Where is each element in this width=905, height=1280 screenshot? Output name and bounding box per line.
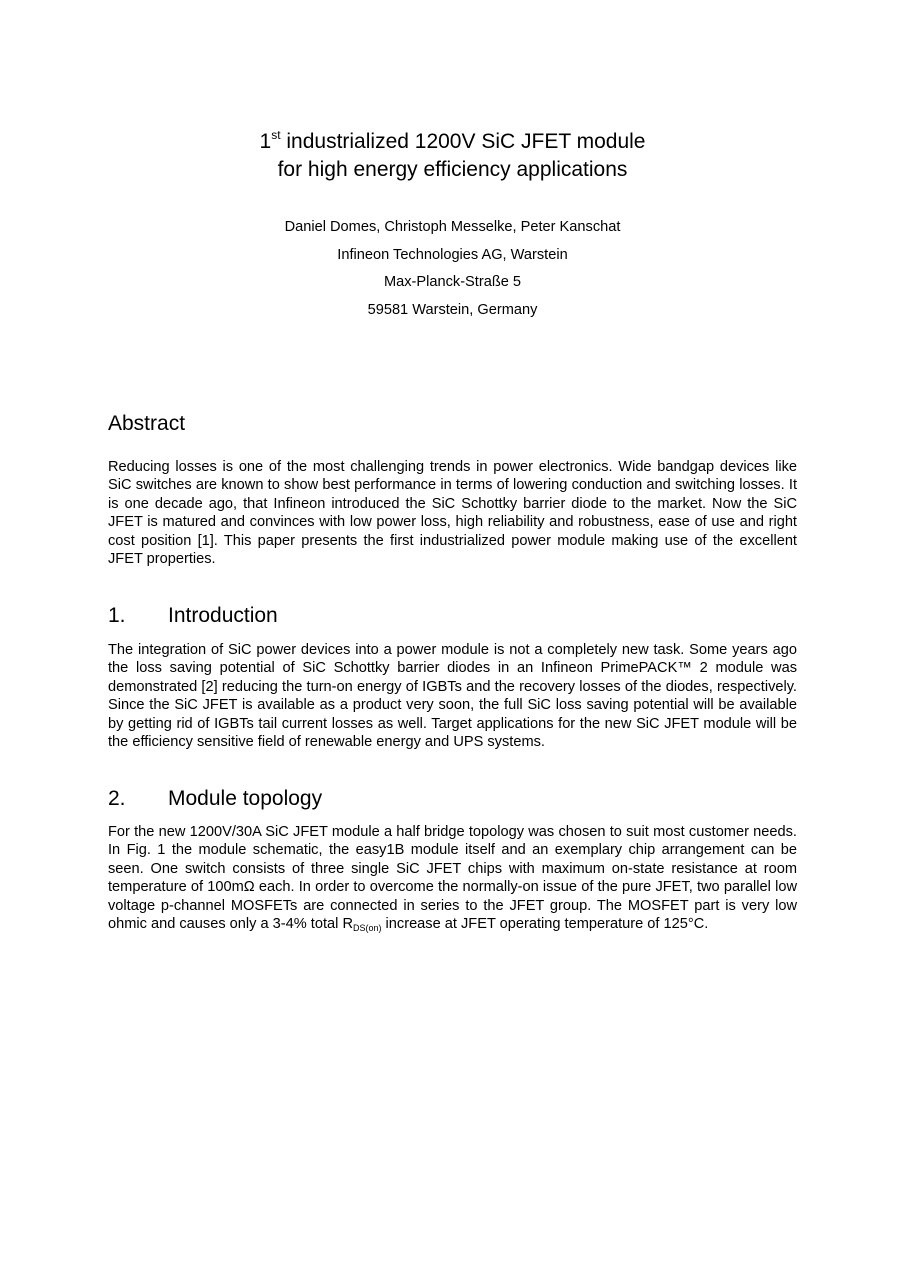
- author-city: 59581 Warstein, Germany: [367, 301, 538, 318]
- section-1-title: Introduction: [168, 604, 278, 627]
- section-2-number: 2.: [108, 787, 126, 810]
- author-names: Daniel Domes, Christoph Messelke, Peter Kanschat: [284, 219, 621, 235]
- title-line-1: [0, 128, 905, 156]
- title-ordinal: 1: [259, 130, 272, 153]
- section-2-heading: [108, 787, 322, 811]
- title-line-2: for high energy efficiency applications: [277, 158, 628, 181]
- section-2-text: [108, 823, 797, 933]
- title-ordinal-suffix: st: [271, 128, 281, 142]
- abstract-text: Reducing losses is one of the most challenging trends in power electronics. Wide bandgap devices like SiC switches are known to show best performance in terms of lowering conduction and switching losses. It is one decade ago, that Infineon introduced the SiC Schottky barrier diode to the market. Now the SiC JFET is matured and convinces with low power loss, high reliability and robustness, ease of use and right cost position [1]. This paper presents the first industrialized power module making use of the excellent JFET properties.: [108, 459, 797, 568]
- section-2-title: Module topology: [168, 787, 323, 810]
- section-2-text-main: For the new 1200V/30A SiC JFET module a half bridge topology was chosen to suit most customer needs. In Fig. 1 the module schematic, the easy1B module itself and an exemplary chip arrangement can be seen. One switch consists of three single SiC JFET chips with maximum on-state resistance at room temperature of 100mΩ each. In order to overcome the normally-on issue of the pure JFET, two parallel low voltage p-channel MOSFETs are connected in series to the JFET group. The MOSFET part is very low ohmic and causes only a 3-4% total R: [108, 824, 797, 933]
- paper-title: [0, 128, 905, 184]
- author-block: [0, 214, 905, 324]
- section-1-number: 1.: [108, 604, 126, 627]
- title-line-1-text: industrialized 1200V SiC JFET module: [280, 130, 646, 153]
- abstract-heading: Abstract: [108, 412, 186, 435]
- rdson-subscript: DS(on): [352, 923, 382, 934]
- section-2-text-end: increase at JFET operating temperature of 125°C.: [381, 916, 709, 933]
- author-street: Max-Planck-Straße 5: [383, 274, 522, 290]
- author-affiliation: Infineon Technologies AG, Warstein: [337, 246, 568, 263]
- section-1-heading: [108, 604, 278, 628]
- section-1-text: The integration of SiC power devices into a power module is not a completely new task. Some years ago the loss saving potential of SiC Schottky barrier diodes in an Infineon PrimePACK™ 2 module was demonstrated [2] reducing the turn-on energy of IGBTs and the recovery losses of the diodes, respectively. Since the SiC JFET is available as a product very soon, the full SiC loss saving potential will be available by getting rid of IGBTs tail current losses as well. Target applications for the new SiC JFET module will be the efficiency sensitive field of renewable energy and UPS systems.: [108, 642, 797, 751]
